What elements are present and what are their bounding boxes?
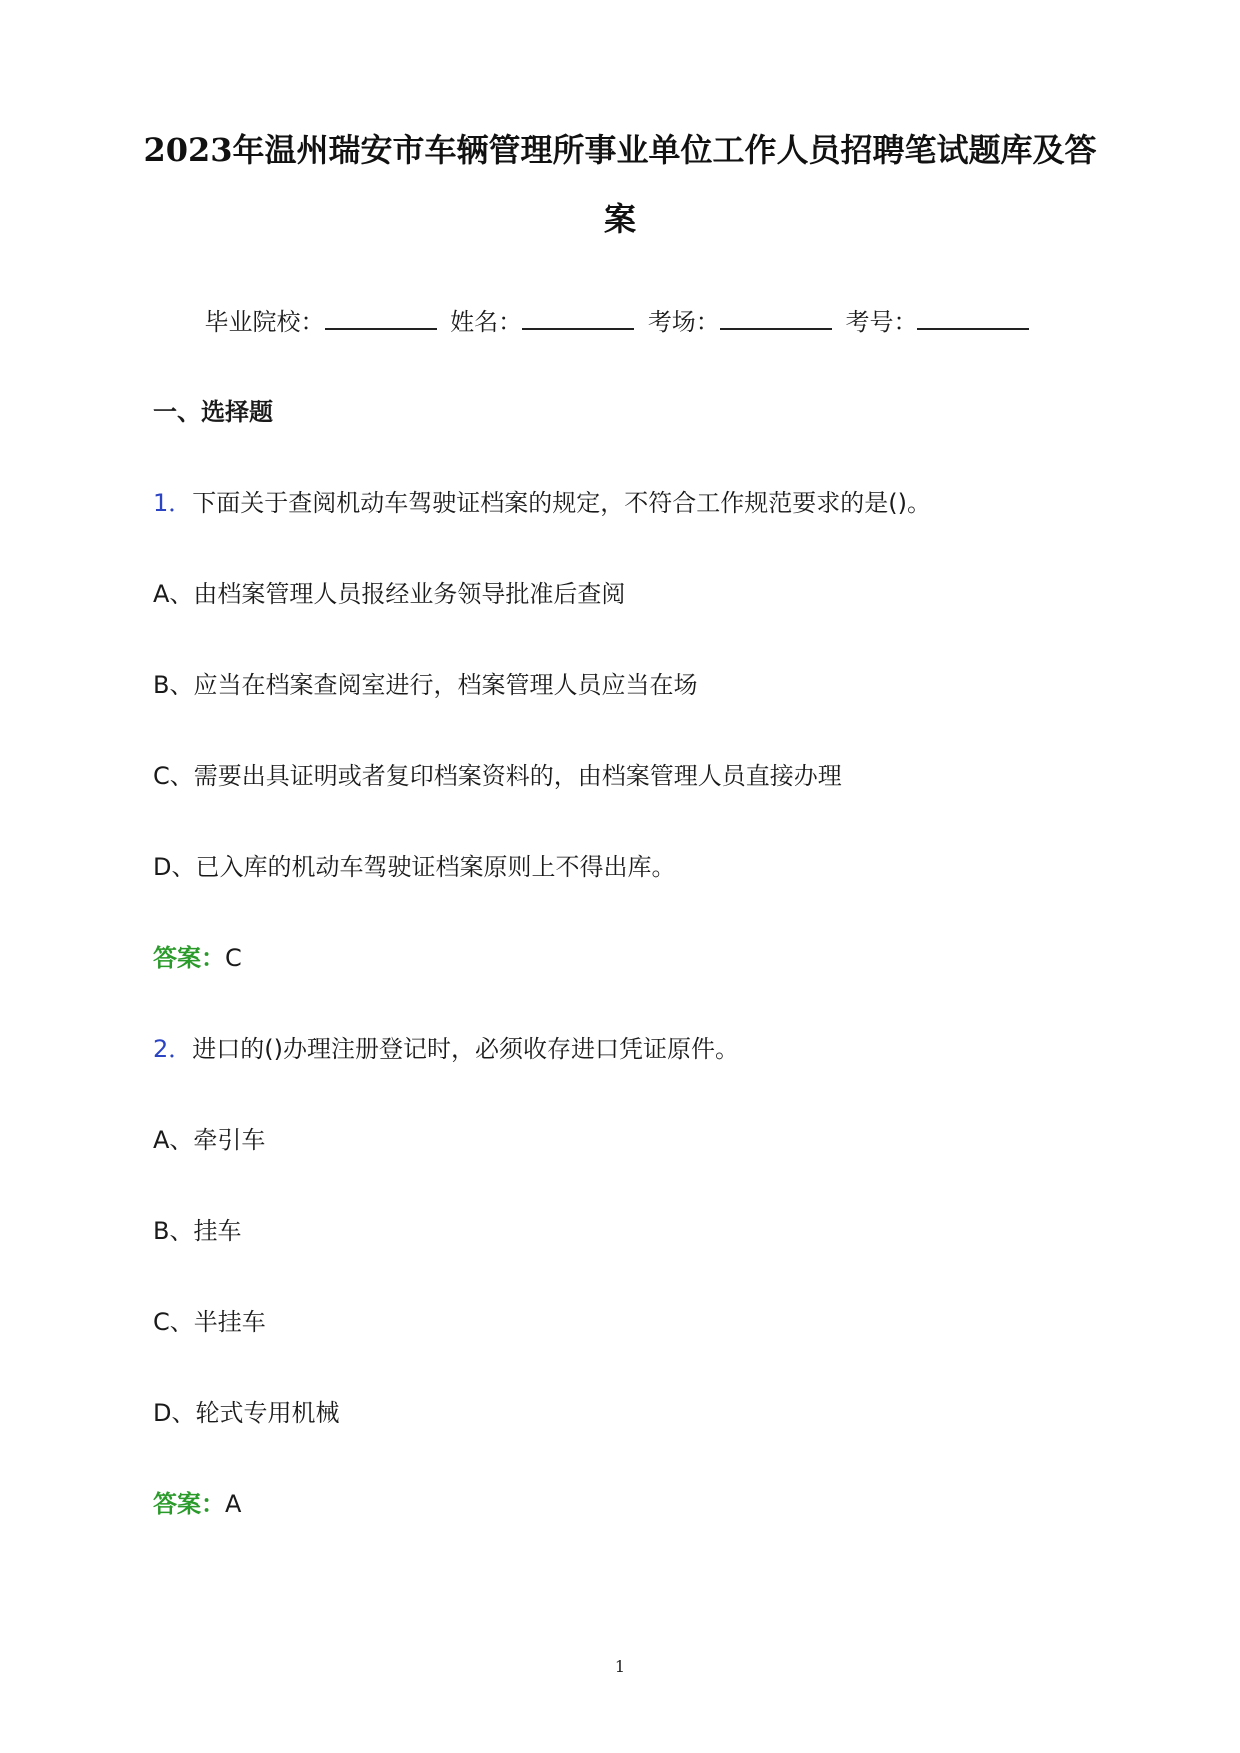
question-2-option-d: D、轮式专用机械 <box>153 1399 340 1427</box>
answer-label: 答案： <box>153 1490 225 1518</box>
question-2-option-b: B、挂车 <box>153 1217 242 1245</box>
number-blank <box>917 306 1029 330</box>
answer-value: C <box>225 944 242 972</box>
school-blank <box>325 306 437 330</box>
answer-value: A <box>225 1490 242 1518</box>
room-label: 考场： <box>647 308 720 336</box>
question-1-option-b: B、应当在档案查阅室进行，档案管理人员应当在场 <box>153 671 698 699</box>
question-1-answer <box>153 942 242 974</box>
question-text: 下面关于查阅机动车驾驶证档案的规定，不符合工作规范要求的是()。 <box>192 489 932 517</box>
answer-label: 答案： <box>153 944 225 972</box>
question-2-option-c: C、半挂车 <box>153 1308 266 1336</box>
name-blank <box>522 306 634 330</box>
document-title-line-1: 2023年温州瑞安市车辆管理所事业单位工作人员招聘笔试题库及答 <box>143 131 1097 169</box>
name-label: 姓名： <box>450 308 523 336</box>
section-title: 一、选择题 <box>153 398 273 426</box>
number-label: 考号： <box>845 308 918 336</box>
room-blank <box>720 306 832 330</box>
question-1-option-c: C、需要出具证明或者复印档案资料的，由档案管理人员直接办理 <box>153 762 842 790</box>
question-2 <box>153 1033 739 1065</box>
question-1-option-d: D、已入库的机动车驾驶证档案原则上不得出库。 <box>153 853 676 881</box>
school-label: 毕业院校： <box>204 308 325 336</box>
question-1 <box>153 487 931 519</box>
question-1-option-a: A、由档案管理人员报经业务领导批准后查阅 <box>153 580 626 608</box>
page-number: 1 <box>614 1657 626 1676</box>
question-number: 1． <box>153 489 193 517</box>
question-2-answer <box>153 1488 241 1520</box>
document-title-line-2: 案 <box>603 200 636 238</box>
question-number: 2． <box>153 1035 193 1063</box>
candidate-info-row <box>0 306 1240 338</box>
question-text: 进口的()办理注册登记时，必须收存进口凭证原件。 <box>192 1035 740 1063</box>
question-2-option-a: A、牵引车 <box>153 1126 266 1154</box>
